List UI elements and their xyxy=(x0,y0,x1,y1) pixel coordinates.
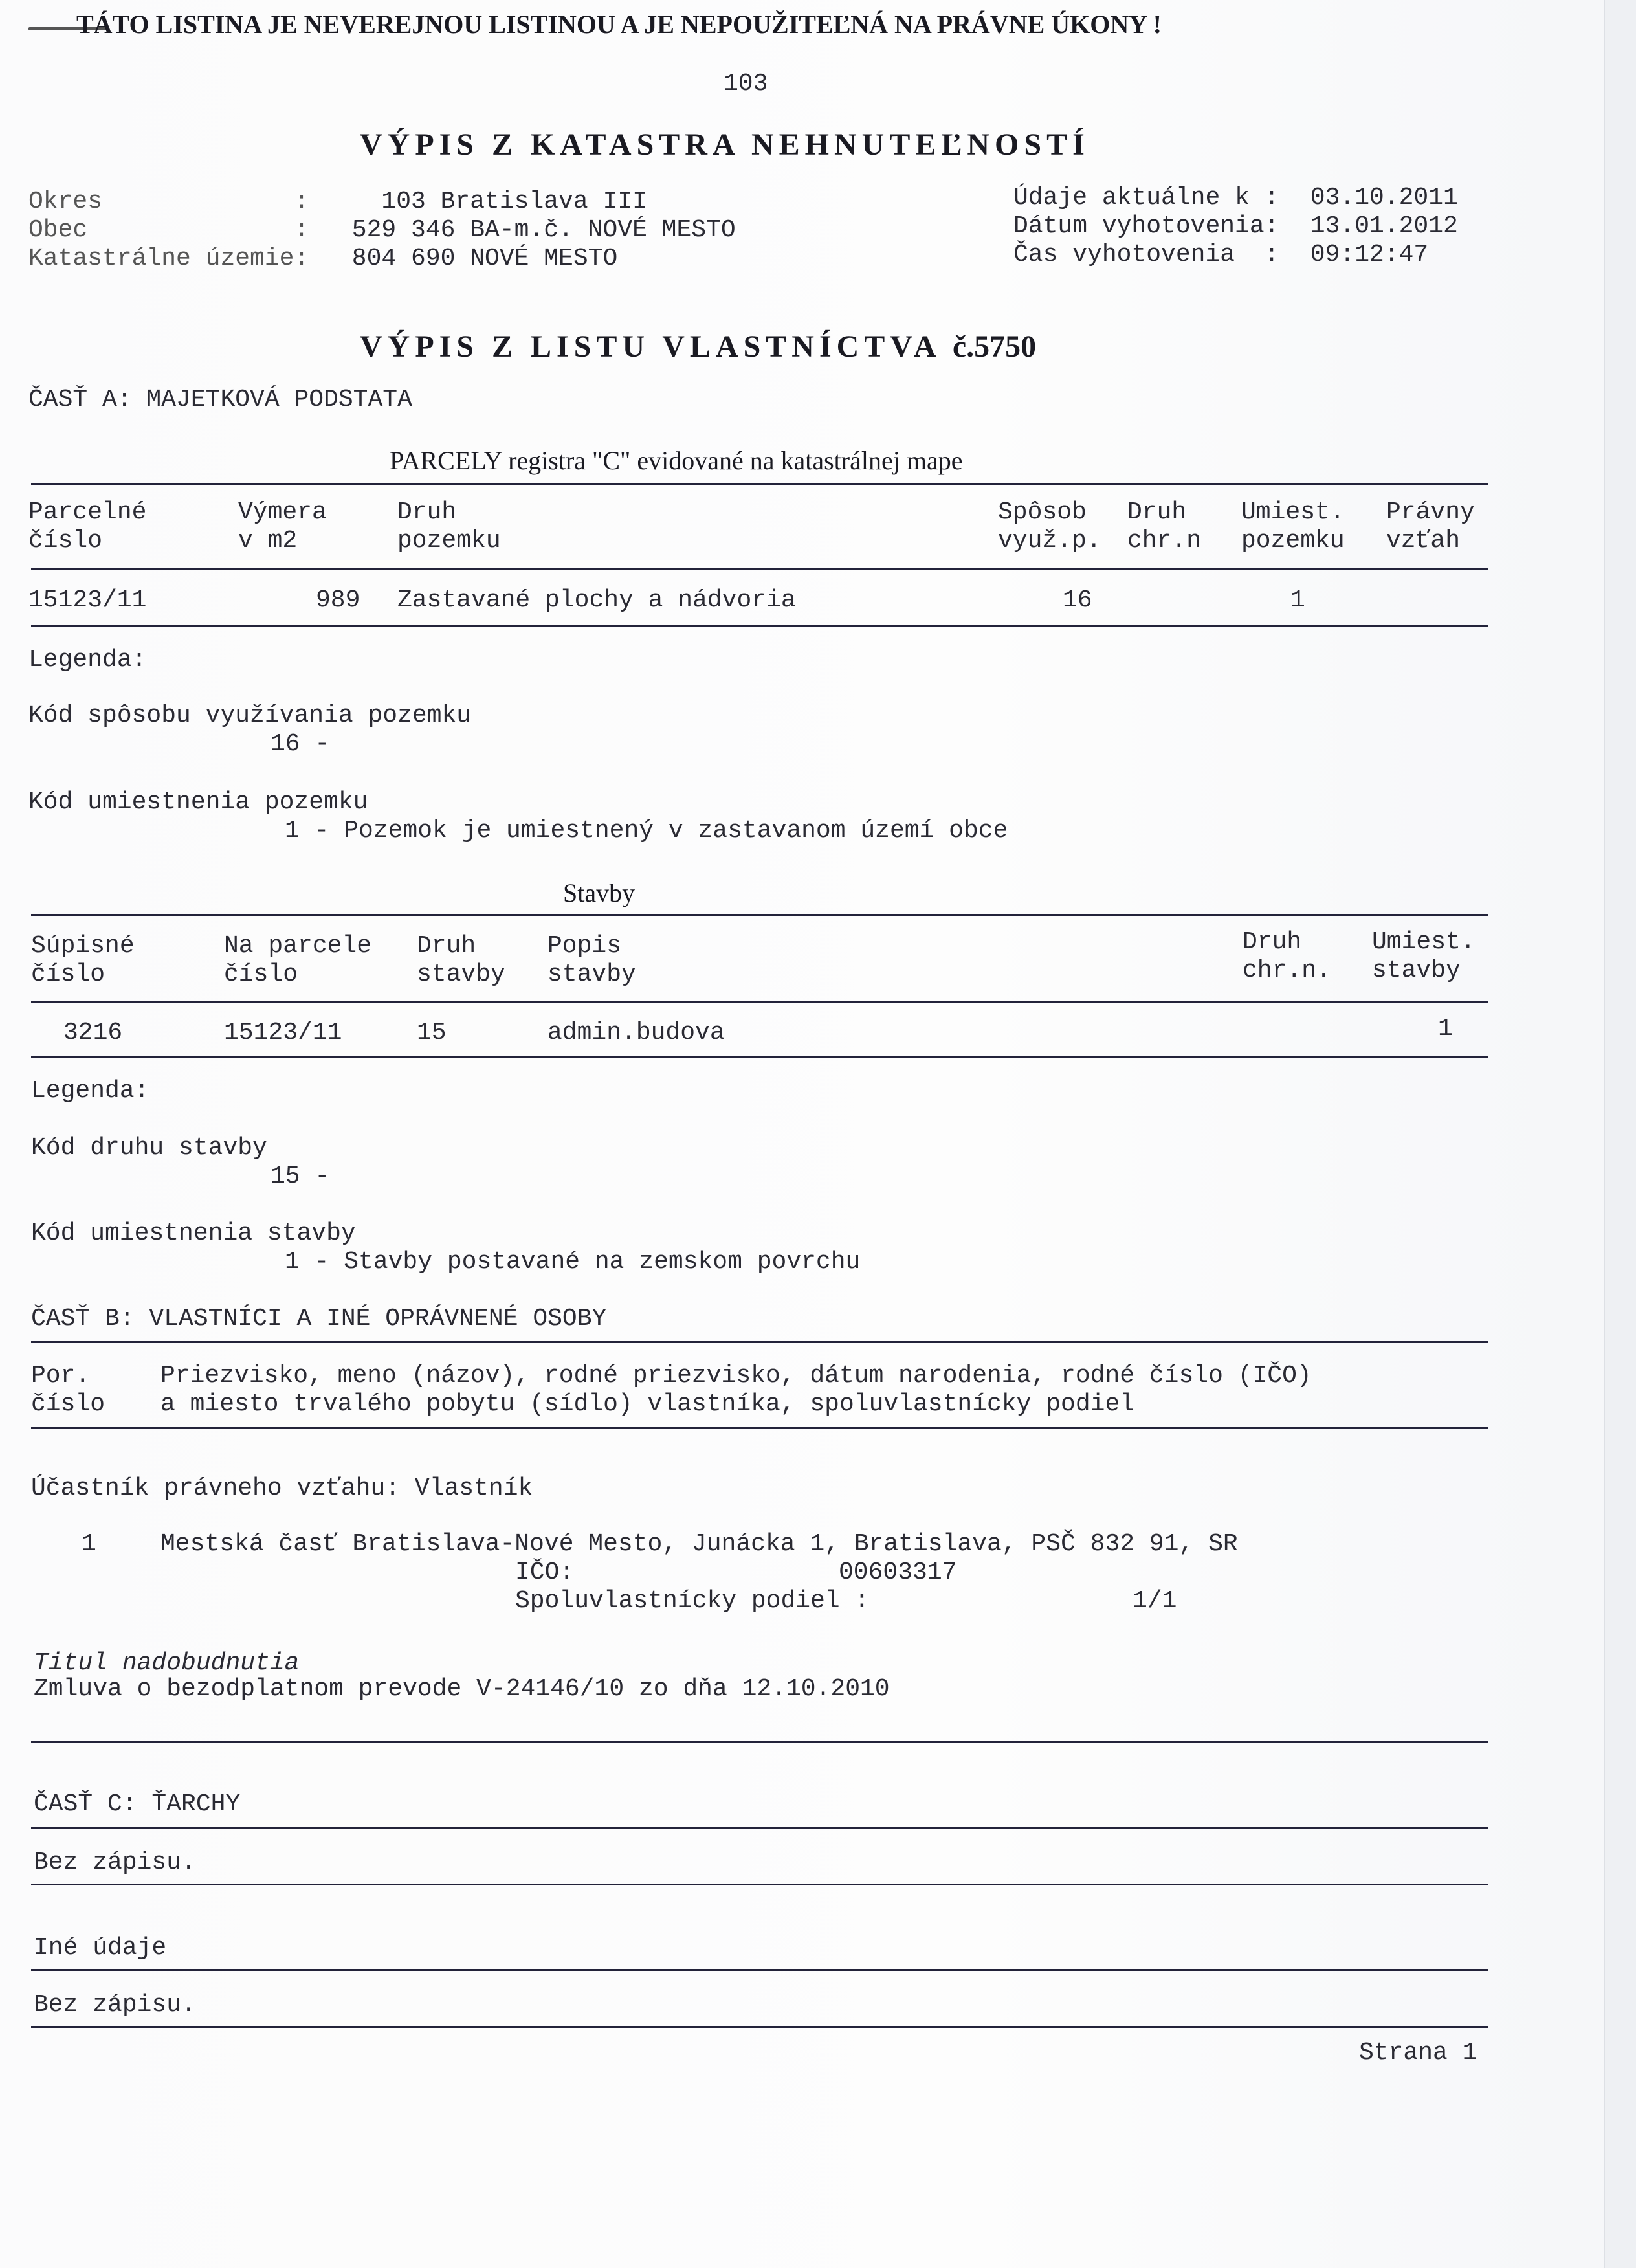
col-chrn-l1: Druh xyxy=(1127,498,1187,526)
part-a-heading: ČASŤ A: MAJETKOVÁ PODSTATA xyxy=(28,386,412,414)
ico-label: IČO: xyxy=(515,1559,575,1586)
legend-title: Kód spôsobu využívania pozemku xyxy=(28,702,472,729)
legend-title: Kód umiestnenia pozemku xyxy=(28,788,368,816)
stavba-supisne: 3216 xyxy=(63,1019,123,1047)
col-supisne-l2: číslo xyxy=(31,961,105,988)
divider xyxy=(31,568,1488,570)
col-sposob-l1: Spôsob xyxy=(998,498,1087,526)
col-chrn-l2: chr.n. xyxy=(1243,957,1331,984)
stavba-umiest: 1 xyxy=(1438,1015,1453,1043)
scan-edge xyxy=(1604,0,1636,2268)
divider xyxy=(31,1427,1488,1429)
acquisition-title-label: Titul nadobudnutia xyxy=(34,1649,300,1677)
stavba-popis: admin.budova xyxy=(547,1019,725,1047)
col-naparcele-l1: Na parcele xyxy=(224,932,372,960)
other-heading: Iné údaje xyxy=(34,1934,167,1962)
page-code: 103 xyxy=(724,70,768,98)
header-label-datum: Dátum vyhotovenia: xyxy=(1013,212,1279,240)
participant-label: Účastník právneho vzťahu: Vlastník xyxy=(31,1474,533,1502)
divider xyxy=(31,1884,1488,1885)
col-druh-l2: pozemku xyxy=(397,527,501,555)
part-b-heading: ČASŤ B: VLASTNÍCI A INÉ OPRÁVNENÉ OSOBY xyxy=(31,1305,607,1333)
col-chrn-l1: Druh xyxy=(1243,928,1302,956)
acquisition-title-value: Zmluva o bezodplatnom prevode V-24146/10 zo dňa 12.10.2010 xyxy=(34,1675,890,1703)
header-label-cas: Čas vyhotovenia : xyxy=(1013,241,1279,269)
col-vymera-l1: Výmera xyxy=(238,498,327,526)
legend-item: 1 - Pozemok je umiestnený v zastavanom území obce xyxy=(285,817,1008,845)
col-parcelne-l1: Parcelné xyxy=(28,498,147,526)
legend-title: Kód umiestnenia stavby xyxy=(31,1219,356,1247)
parcela-vymera: 989 xyxy=(316,586,360,614)
parcela-umiest: 1 xyxy=(1290,586,1305,614)
divider xyxy=(31,625,1488,627)
header-value-aktualne: 03.10.2011 xyxy=(1296,184,1458,212)
divider xyxy=(31,1001,1488,1003)
header-label-ku: Katastrálne územie: xyxy=(28,245,309,272)
divider xyxy=(31,1741,1488,1743)
col-sposob-l2: využ.p. xyxy=(998,527,1101,555)
col-druhstavby-l2: stavby xyxy=(417,961,505,988)
col-parcelne-l2: číslo xyxy=(28,527,103,555)
col-supisne-l1: Súpisné xyxy=(31,932,135,960)
col-umiest-l2: stavby xyxy=(1372,957,1461,984)
part-c-value: Bez zápisu. xyxy=(34,1849,196,1876)
other-value: Bez zápisu. xyxy=(34,1991,196,2019)
header-value-okres: 103 Bratislava III xyxy=(337,188,647,216)
parcela-sposob: 16 xyxy=(1063,586,1092,614)
col-druh-l1: Druh xyxy=(397,498,457,526)
col-por-l1: Por. xyxy=(31,1362,91,1390)
stavba-druh: 15 xyxy=(417,1019,447,1047)
parcela-cislo: 15123/11 xyxy=(28,586,147,614)
parcely-title: PARCELY registra "C" evidované na katastrálnej mape xyxy=(390,446,963,475)
document-title: VÝPIS Z KATASTRA NEHNUTEĽNOSTÍ xyxy=(360,128,1090,162)
col-umiest-l1: Umiest. xyxy=(1372,928,1476,956)
lv-title-text: VÝPIS Z LISTU VLASTNÍCTVA xyxy=(360,329,940,364)
lv-title xyxy=(360,329,1036,364)
stavba-parcela: 15123/11 xyxy=(224,1019,342,1047)
share-value: 1/1 xyxy=(1133,1587,1177,1615)
divider xyxy=(31,1056,1488,1058)
divider xyxy=(31,483,1488,485)
header-value-ku: 804 690 NOVÉ MESTO xyxy=(337,245,618,272)
col-umiest-l2: pozemku xyxy=(1241,527,1345,555)
header-label-obec: Obec : xyxy=(28,216,309,244)
col-popis-l1: Popis xyxy=(547,932,622,960)
page-number: Strana 1 xyxy=(1359,2039,1477,2067)
divider xyxy=(31,1827,1488,1829)
divider xyxy=(31,1341,1488,1343)
header-value-cas: 09:12:47 xyxy=(1296,241,1429,269)
col-por-l2: číslo xyxy=(31,1390,105,1418)
ico-value: 00603317 xyxy=(839,1559,957,1586)
header-label-okres: Okres : xyxy=(28,188,309,216)
col-pravny-l2: vzťah xyxy=(1386,527,1461,555)
divider xyxy=(31,1969,1488,1971)
divider xyxy=(31,2026,1488,2028)
col-druhstavby-l1: Druh xyxy=(417,932,476,960)
divider xyxy=(31,914,1488,916)
col-popis-l2: stavby xyxy=(547,961,636,988)
legend-title: Kód druhu stavby xyxy=(31,1134,267,1162)
owner-number: 1 xyxy=(82,1530,96,1558)
legend-item: 16 - xyxy=(271,730,330,758)
col-naparcele-l2: číslo xyxy=(224,961,298,988)
col-umiest-l1: Umiest. xyxy=(1241,498,1345,526)
legend-item: 1 - Stavby postavané na zemskom povrchu xyxy=(285,1248,861,1276)
warning-banner: TÁTO LISTINA JE NEVEREJNOU LISTINOU A JE NEPOUŽITEĽNÁ NA PRÁVNE ÚKONY ! xyxy=(76,10,1162,39)
owner-name: Mestská časť Bratislava-Nové Mesto, Junácka 1, Bratislava, PSČ 832 91, SR xyxy=(160,1530,1238,1558)
legend-label: Legenda: xyxy=(31,1077,149,1105)
col-pravny-l1: Právny xyxy=(1386,498,1475,526)
header-value-datum: 13.01.2012 xyxy=(1296,212,1458,240)
legend-item: 15 - xyxy=(271,1162,330,1190)
col-chrn-l2: chr.n xyxy=(1127,527,1202,555)
share-label: Spoluvlastnícky podiel : xyxy=(515,1587,870,1615)
parcela-druh: Zastavané plochy a nádvoria xyxy=(397,586,796,614)
col-owner-l2: a miesto trvalého pobytu (sídlo) vlastníka, spoluvlastnícky podiel xyxy=(160,1390,1135,1418)
stavby-title: Stavby xyxy=(563,878,636,907)
col-owner-l1: Priezvisko, meno (názov), rodné priezvisko, dátum narodenia, rodné číslo (IČO) xyxy=(160,1362,1312,1390)
header-value-obec: 529 346 BA-m.č. NOVÉ MESTO xyxy=(337,216,736,244)
col-vymera-l2: v m2 xyxy=(238,527,298,555)
header-label-aktualne: Údaje aktuálne k : xyxy=(1013,184,1279,212)
lv-number: č.5750 xyxy=(952,329,1037,364)
legend-label: Legenda: xyxy=(28,646,147,674)
part-c-heading: ČASŤ C: ŤARCHY xyxy=(34,1790,241,1818)
